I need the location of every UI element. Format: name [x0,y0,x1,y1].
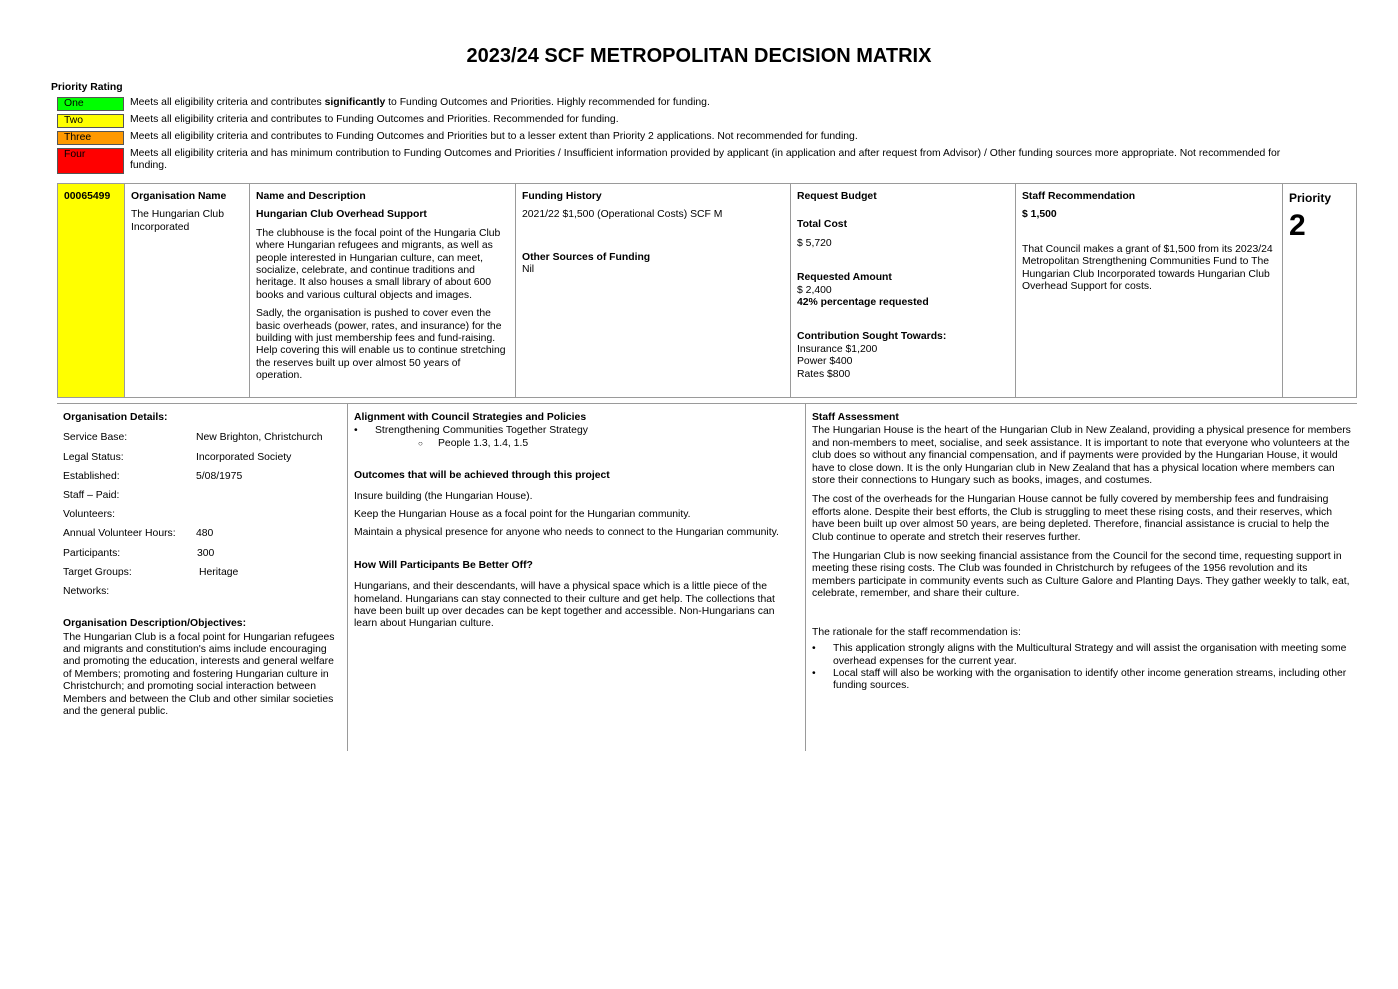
priority-value: 2 [1289,209,1306,242]
rationale-item: • This application strongly aligns with the Multicultural Strategy and will assist the organisation with meeting some overhead expenses for the current year. [812,643,1351,668]
priority-legend [57,97,1317,177]
request-budget-cell [791,184,1016,398]
other-sources: Nil [522,264,535,276]
decision-matrix-table [57,183,1357,398]
staff-assessment-heading: Staff Assessment [812,412,899,423]
details-section [57,403,1357,751]
legend-swatch-two: Two [57,114,124,128]
details-row: Target Groups: Heritage [63,566,239,578]
details-row: Established: 5/08/1975 [63,470,243,482]
legend-text-four: Meets all eligibility criteria and has minimum contribution to Funding Outcomes and Priorities / Insufficient information provided by applicant (in application and after request from Advisor) / Other funding sources more appropriate. Not recommended for funding. [130,148,1281,172]
rationale-item: • Local staff will also be working with the organisation to identify other income generation streams, including other funding sources. [812,668,1351,693]
better-off-heading: How Will Participants Be Better Off? [354,559,533,571]
details-row: Annual Volunteer Hours: 480 [63,528,214,540]
staff-recommendation-cell [1016,184,1283,398]
description-paragraph-1: The clubhouse is the focal point of the Hungaria Club where Hungarian refugees and migrants, as well as people interested in Hungarian culture, can meet, socialize, celebrate, and continue traditions and heritage. It also houses a small library of about 600 books and various cultural objects and images. [256,227,501,301]
legend-row-four [57,148,1317,174]
legend-row-one [57,97,1317,111]
contribution-heading: Contribution Sought Towards: [797,331,947,343]
org-description-text: The Hungarian Club is a focal point for Hungarian refugees and migrants and constitution's aims include encouraging and promoting the education, interests and general welfare of Members; promoting and fostering Hungarian culture in Christchurch; and promoting social interaction between Members and between the Club and other similar societies and the general public. [63,631,335,717]
legend-text-two: Meets all eligibility criteria and contributes to Funding Outcomes and Priorities. Recommended for funding. [130,114,619,125]
legend-swatch-one: One [57,97,124,111]
legend-swatch-four: Four [57,148,124,174]
legend-text-three: Meets all eligibility criteria and contributes to Funding Outcomes and Priorities but to a lesser extent than Priority 2 applications. Not recommended for funding. [130,131,858,142]
priority-cell [1283,184,1357,398]
funding-history: 2021/22 $1,500 (Operational Costs) SCF M [522,209,723,221]
outcome-item: Insure building (the Hungarian House). [354,490,533,502]
description-paragraph-2: Sadly, the organisation is pushed to cover even the basic overheads (power, rates, and insurance) for the building with just membership fees and fund-raising. Help covering this will enable us to continue stretching the reserves built up over almost 50 years of operation. [256,308,506,382]
funding-history-cell [516,184,791,398]
page-title: 2023/24 SCF METROPOLITAN DECISION MATRIX [466,45,932,67]
org-name-heading: Organisation Name [131,191,227,202]
details-row: Networks: [63,585,110,597]
project-name: Hungarian Club Overhead Support [256,209,427,221]
contribution-item: Insurance $1,200 [797,343,878,355]
assessment-paragraph-3: The Hungarian Club is now seeking financial assistance from the Council for the second time, requesting support in meeting these rising costs. The Club was founded in Christchurch by refugees of the 1956 revolution and its members participate in community events such as Culture Galore and Planting Days. They gather weekly to talk, eat, celebrate, remember, and share their culture. [812,551,1350,600]
legend-row-three [57,131,1317,145]
request-budget-heading: Request Budget [797,191,877,202]
legend-swatch-three: Three [57,131,124,145]
other-sources-heading: Other Sources of Funding [522,251,651,263]
details-row: Legal Status: Incorporated Society [63,451,292,463]
priority-heading: Priority [1289,191,1332,205]
total-cost-heading: Total Cost [797,219,848,231]
priority-rating-heading: Priority Rating [51,82,123,93]
org-name-cell [125,184,250,398]
outcome-item: Maintain a physical presence for anyone who needs to connect to the Hungarian community. [354,527,779,539]
legend-row-two [57,114,1317,128]
strategy-list [354,425,799,437]
rationale-list [812,643,1351,693]
org-details-column [57,404,348,751]
percentage-requested: 42% percentage requested [797,297,929,309]
rationale-intro: The rationale for the staff recommendation is: [812,626,1021,638]
staff-assessment-column [806,404,1357,751]
staff-recommendation-amount: $ 1,500 [1022,209,1057,221]
staff-recommendation-text: That Council makes a grant of $1,500 from its 2023/24 Metropolitan Strengthening Communities Fund to The Hungarian Club Incorporated towards Hungarian Club Overhead Support for costs. [1022,243,1273,293]
contribution-item: Rates $800 [797,368,851,380]
contribution-item: Power $400 [797,356,853,368]
org-description-heading: Organisation Description/Objectives: [63,618,247,630]
details-row: Staff – Paid: [63,489,120,501]
alignment-column [348,404,806,751]
outcome-item: Keep the Hungarian House as a focal point for the Hungarian community. [354,509,691,521]
strategy-item: • Strengthening Communities Together Strategy [354,425,799,437]
org-name: The Hungarian Club Incorporated [131,209,224,233]
details-row: Participants: 300 [63,547,215,559]
staff-recommendation-heading: Staff Recommendation [1022,191,1136,202]
name-description-heading: Name and Description [256,191,366,202]
alignment-heading: Alignment with Council Strategies and Policies [354,412,587,423]
assessment-paragraph-1: The Hungarian House is the heart of the Hungarian Club in New Zealand, providing a physical presence for members and non-members to meet, socialise, and seek assistance. It is important to note that everyone who volunteers at the club does so without any financial compensation, and if payments were provided by the Hungarian House, it would have to close down. It is the only Hungarian club in New Zealand that has a physical location where members can store their connections to Hungary such as books, images, and costumes. [812,425,1351,487]
org-details-heading: Organisation Details: [63,412,168,423]
outcomes-heading: Outcomes that will be achieved through this project [354,470,610,482]
total-cost: $ 5,720 [797,237,832,249]
strategy-sub-item: ○ People 1.3, 1.4, 1.5 [354,438,799,450]
requested-amount: $ 2,400 [797,284,832,296]
application-id: 00065499 [58,184,125,398]
details-row: Volunteers: [63,509,115,521]
assessment-paragraph-2: The cost of the overheads for the Hungarian House cannot be fully covered by membership fees and fundraising efforts alone. Despite their best efforts, the Club is struggling to meet these rising costs, and their reserves, which have been built up over almost 50 years, are being depleted. Therefore, financial assistance is crucial to help the Club continue to operate and stretch their reserves further. [812,494,1332,543]
name-description-cell [250,184,516,398]
requested-amount-heading: Requested Amount [797,272,892,284]
details-row: Service Base: New Brighton, Christchurch [63,432,323,444]
legend-text-one: Meets all eligibility criteria and contributes significantly to Funding Outcomes and Priorities. Highly recommended for funding. [130,97,710,108]
better-off-text: Hungarians, and their descendants, will have a physical space which is a little piece of the homeland. Hungarians can stay connected to their culture and get help. The collections that have been built up over decades can be kept together and accessible. Non-Hungarians can learn about Hungarian culture. [354,581,775,630]
funding-history-heading: Funding History [522,191,602,202]
